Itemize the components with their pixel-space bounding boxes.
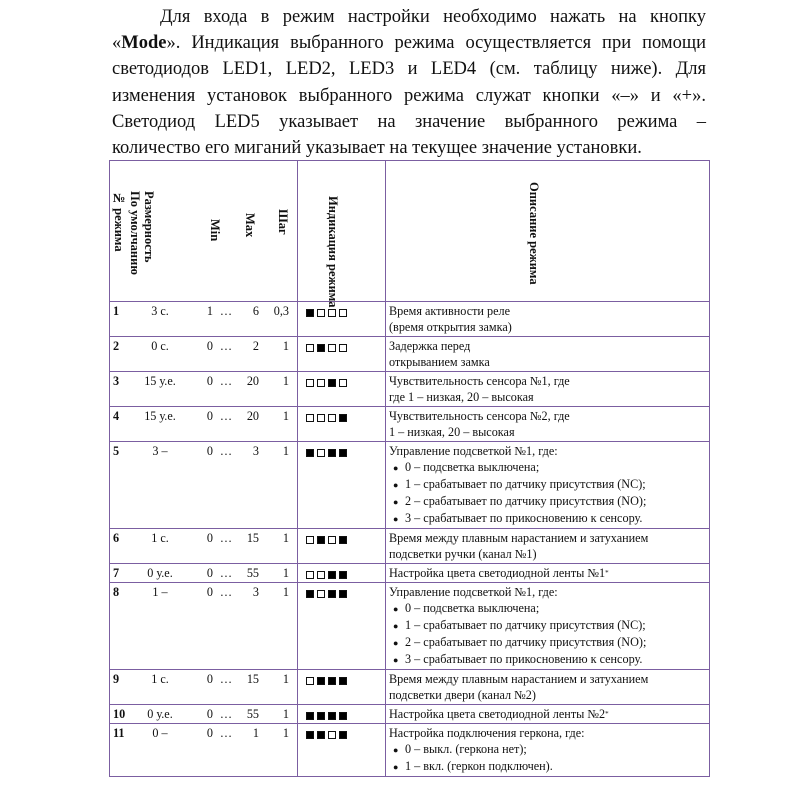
- led-on-icon: [317, 731, 325, 739]
- led-on-icon: [328, 712, 336, 720]
- led-on-icon: [306, 731, 314, 739]
- step-value: 1: [282, 531, 289, 545]
- bullet-text: 1 – срабатывает по датчику присутствия (NC);: [405, 477, 646, 491]
- mode-number: 1: [113, 304, 120, 318]
- bullet-item: [389, 634, 707, 651]
- led-on-icon: [339, 677, 347, 685]
- range-ellipsis: …: [219, 585, 233, 599]
- description-line: [389, 408, 707, 424]
- description-cell: [386, 529, 710, 564]
- bullet-item: [389, 741, 707, 758]
- table-row: [110, 670, 710, 705]
- intro-line-5: Светодиод LED5 указывает на значение выбранного режима –: [112, 111, 706, 132]
- led-on-icon: [306, 590, 314, 598]
- params-cell: [110, 705, 298, 724]
- description-cell: [386, 302, 710, 337]
- led-on-icon: [339, 571, 347, 579]
- bullet-text: 1 – срабатывает по датчику присутствия (NC);: [405, 618, 646, 632]
- description-line: [389, 671, 707, 687]
- footnote-mark: *: [605, 710, 609, 718]
- range-ellipsis: …: [219, 707, 233, 721]
- led-on-icon: [328, 677, 336, 685]
- description-cell: [386, 372, 710, 407]
- params-cell: [110, 337, 298, 372]
- min-value: 0: [206, 444, 213, 458]
- max-value: 55: [246, 707, 259, 721]
- header-dimension: Размерность: [142, 191, 156, 263]
- header-description: Описание режима: [527, 182, 541, 285]
- indication-cell: [298, 372, 386, 407]
- header-min: Min: [208, 219, 222, 242]
- step-value: 1: [282, 672, 289, 686]
- description-line: [389, 338, 707, 354]
- description-text: Настройка цвета светодиодной ленты №1: [389, 566, 606, 580]
- led-off-icon: [317, 449, 325, 457]
- min-value: 0: [206, 409, 213, 423]
- led-on-icon: [317, 712, 325, 720]
- bullet-text: 0 – подсветка выключена;: [405, 460, 540, 474]
- range-ellipsis: …: [219, 374, 233, 388]
- intro-paragraph: [112, 4, 706, 161]
- header-max: Max: [243, 213, 257, 238]
- table-row: [110, 337, 710, 372]
- mode-keyword: Mode: [121, 33, 167, 54]
- params-cell: [110, 442, 298, 529]
- description-text: Чувствительность сенсора №1, где: [389, 374, 570, 388]
- header-mode-number: № режима: [112, 191, 126, 252]
- header-step: Шаг: [276, 209, 290, 235]
- description-line: [389, 303, 707, 319]
- led-on-icon: [306, 712, 314, 720]
- description-line: [389, 530, 707, 546]
- bullet-icon: ●: [393, 497, 399, 507]
- max-value: 15: [246, 672, 259, 686]
- led-on-icon: [328, 379, 336, 387]
- description-text: Управление подсветкой №1, где:: [389, 444, 558, 458]
- description-line: [389, 565, 707, 581]
- table-row: [110, 302, 710, 337]
- indication-cell: [298, 302, 386, 337]
- indication-cell: [298, 407, 386, 442]
- default-value: 3 –: [152, 444, 168, 458]
- description-cell: [386, 670, 710, 705]
- default-value: 0 у.е.: [147, 566, 173, 580]
- step-value: 1: [282, 726, 289, 740]
- description-line: [389, 443, 707, 459]
- description-line: [389, 584, 707, 600]
- led-off-icon: [306, 414, 314, 422]
- led-on-icon: [339, 449, 347, 457]
- led-off-icon: [328, 414, 336, 422]
- params-cell: [110, 529, 298, 564]
- led-off-icon: [306, 677, 314, 685]
- bullet-text: 0 – подсветка выключена;: [405, 601, 540, 615]
- bullet-icon: ●: [393, 604, 399, 614]
- step-value: 1: [282, 339, 289, 353]
- params-cell: [110, 564, 298, 583]
- bullet-icon: ●: [393, 514, 399, 524]
- indication-cell: [298, 583, 386, 670]
- step-value: 1: [282, 566, 289, 580]
- mode-number: 2: [113, 339, 120, 353]
- max-value: 2: [252, 339, 259, 353]
- default-value: 1 с.: [151, 531, 169, 545]
- max-value: 3: [252, 444, 259, 458]
- step-value: 1: [282, 374, 289, 388]
- default-value: 0 с.: [151, 339, 169, 353]
- led-off-icon: [339, 344, 347, 352]
- max-value: 15: [246, 531, 259, 545]
- indication-cell: [298, 442, 386, 529]
- led-off-icon: [317, 379, 325, 387]
- mode-number: 5: [113, 444, 120, 458]
- bullet-item: [389, 510, 707, 527]
- step-value: 1: [282, 409, 289, 423]
- default-value: 1 –: [152, 585, 168, 599]
- table-row: [110, 442, 710, 529]
- default-value: 0 у.е.: [147, 707, 173, 721]
- led-on-icon: [339, 590, 347, 598]
- min-value: 0: [206, 726, 213, 740]
- footnote-mark: *: [605, 569, 609, 577]
- bullet-text: 1 – вкл. (геркон подключен).: [405, 759, 553, 773]
- led-off-icon: [306, 571, 314, 579]
- mode-number: 8: [113, 585, 120, 599]
- description-text: подсветки ручки (канал №1): [389, 547, 537, 561]
- table-header-row: [110, 161, 710, 302]
- led-off-icon: [317, 571, 325, 579]
- description-line: [389, 546, 707, 562]
- led-off-icon: [328, 536, 336, 544]
- max-value: 1: [252, 726, 259, 740]
- bullet-text: 3 – срабатывает по прикосновению к сенсору.: [405, 511, 643, 525]
- bullet-icon: ●: [393, 655, 399, 665]
- led-on-icon: [339, 712, 347, 720]
- bullet-text: 0 – выкл. (геркона нет);: [405, 742, 527, 756]
- led-off-icon: [306, 379, 314, 387]
- params-cell: [110, 372, 298, 407]
- bullet-text: 2 – срабатывает по датчику присутствия (NO);: [405, 635, 647, 649]
- description-cell: [386, 583, 710, 670]
- description-line: [389, 725, 707, 741]
- mode-number: 3: [113, 374, 120, 388]
- bullet-icon: ●: [393, 621, 399, 631]
- description-cell: [386, 564, 710, 583]
- description-text: Настройка цвета светодиодной ленты №2: [389, 707, 606, 721]
- bullet-icon: ●: [393, 463, 399, 473]
- params-cell: [110, 583, 298, 670]
- description-text: Время между плавным нарастанием и затуханием: [389, 672, 649, 686]
- bullet-icon: ●: [393, 745, 399, 755]
- bullet-item: [389, 600, 707, 617]
- led-on-icon: [306, 309, 314, 317]
- table-row: [110, 724, 710, 777]
- indication-cell: [298, 529, 386, 564]
- params-cell: [110, 724, 298, 777]
- indication-cell: [298, 564, 386, 583]
- led-off-icon: [306, 536, 314, 544]
- description-line: [389, 319, 707, 335]
- mode-number: 9: [113, 672, 120, 686]
- description-line: [389, 373, 707, 389]
- range-ellipsis: …: [219, 566, 233, 580]
- range-ellipsis: …: [219, 531, 233, 545]
- led-off-icon: [339, 309, 347, 317]
- led-off-icon: [339, 379, 347, 387]
- description-text: (время открытия замка): [389, 320, 512, 334]
- default-value: 3 с.: [151, 304, 169, 318]
- min-value: 0: [206, 374, 213, 388]
- min-value: 0: [206, 339, 213, 353]
- bullet-icon: ●: [393, 762, 399, 772]
- table-row: [110, 372, 710, 407]
- range-ellipsis: …: [219, 409, 233, 423]
- params-header: [110, 161, 298, 302]
- led-on-icon: [306, 449, 314, 457]
- led-on-icon: [339, 731, 347, 739]
- indication-header: [298, 161, 386, 308]
- bullet-item: [389, 459, 707, 476]
- min-value: 0: [206, 585, 213, 599]
- description-text: Время активности реле: [389, 304, 510, 318]
- mode-number: 6: [113, 531, 120, 545]
- led-off-icon: [317, 590, 325, 598]
- description-text: открыванием замка: [389, 355, 490, 369]
- step-value: 0,3: [273, 304, 289, 318]
- bullet-text: 2 – срабатывает по датчику присутствия (NO);: [405, 494, 647, 508]
- description-cell: [386, 724, 710, 777]
- default-value: 15 у.е.: [144, 409, 176, 423]
- description-text: Задержка перед: [389, 339, 471, 353]
- description-line: [389, 424, 707, 440]
- bullet-item: [389, 758, 707, 775]
- table-row: [110, 583, 710, 670]
- table-row: [110, 407, 710, 442]
- range-ellipsis: …: [219, 304, 233, 318]
- range-ellipsis: …: [219, 726, 233, 740]
- min-value: 1: [206, 304, 213, 318]
- bullet-item: [389, 476, 707, 493]
- step-value: 1: [282, 707, 289, 721]
- bullet-text: 3 – срабатывает по прикосновению к сенсору.: [405, 652, 643, 666]
- description-text: 1 – низкая, 20 – высокая: [389, 425, 515, 439]
- range-ellipsis: …: [219, 339, 233, 353]
- indication-cell: [298, 724, 386, 777]
- mode-number: 10: [113, 707, 126, 721]
- led-off-icon: [306, 344, 314, 352]
- indication-cell: [298, 670, 386, 705]
- led-on-icon: [328, 571, 336, 579]
- description-header: [386, 161, 710, 302]
- bullet-item: [389, 651, 707, 668]
- indication-cell: [298, 337, 386, 372]
- header-default: По умолчанию: [128, 191, 142, 275]
- bullet-icon: ●: [393, 638, 399, 648]
- led-on-icon: [328, 590, 336, 598]
- min-value: 0: [206, 531, 213, 545]
- min-value: 0: [206, 672, 213, 686]
- description-cell: [386, 407, 710, 442]
- table-row: [110, 529, 710, 564]
- params-cell: [110, 670, 298, 705]
- intro-line-3: светодиодов LED1, LED2, LED3 и LED4 (см. таблицу ниже). Для: [112, 59, 706, 80]
- bullet-icon: ●: [393, 480, 399, 490]
- mode-number: 7: [113, 566, 120, 580]
- led-off-icon: [328, 309, 336, 317]
- max-value: 20: [246, 374, 259, 388]
- params-cell: [110, 407, 298, 442]
- indication-cell: [298, 705, 386, 724]
- bullet-item: [389, 493, 707, 510]
- intro-line-2: «Mode». Индикация выбранного режима осуществляется при помощи: [112, 33, 706, 54]
- led-on-icon: [317, 536, 325, 544]
- intro-line-6: количество его миганий указывает на текущее значение установки.: [112, 138, 642, 159]
- table-row: [110, 705, 710, 724]
- led-on-icon: [317, 677, 325, 685]
- description-line: [389, 389, 707, 405]
- min-value: 0: [206, 707, 213, 721]
- led-off-icon: [328, 731, 336, 739]
- default-value: 15 у.е.: [144, 374, 176, 388]
- default-value: 1 с.: [151, 672, 169, 686]
- description-line: [389, 354, 707, 370]
- mode-number: 4: [113, 409, 120, 423]
- range-ellipsis: …: [219, 672, 233, 686]
- led-on-icon: [339, 536, 347, 544]
- header-indication: Индикация режима: [326, 196, 340, 308]
- bullet-item: [389, 617, 707, 634]
- default-value: 0 –: [152, 726, 168, 740]
- max-value: 6: [252, 304, 259, 318]
- description-cell: [386, 442, 710, 529]
- mode-number: 11: [113, 726, 125, 740]
- description-line: [389, 706, 707, 722]
- params-cell: [110, 302, 298, 337]
- max-value: 20: [246, 409, 259, 423]
- led-off-icon: [328, 344, 336, 352]
- modes-table: [109, 160, 710, 777]
- step-value: 1: [282, 444, 289, 458]
- intro-line-2-rest: ». Индикация выбранного режима осуществляется при помощи: [166, 33, 706, 54]
- max-value: 55: [246, 566, 259, 580]
- description-text: Время между плавным нарастанием и затуханием: [389, 531, 649, 545]
- description-text: Настройка подключения геркона, где:: [389, 726, 585, 740]
- description-cell: [386, 337, 710, 372]
- max-value: 3: [252, 585, 259, 599]
- led-on-icon: [328, 449, 336, 457]
- intro-line-4: изменения установок выбранного режима служат кнопки «–» и «+».: [112, 85, 706, 106]
- table-body: [110, 302, 710, 777]
- step-value: 1: [282, 585, 289, 599]
- led-on-icon: [339, 414, 347, 422]
- intro-line-1: Для входа в режим настройки необходимо нажать на кнопку: [160, 7, 706, 27]
- description-text: где 1 – низкая, 20 – высокая: [389, 390, 534, 404]
- table-row: [110, 564, 710, 583]
- description-cell: [386, 705, 710, 724]
- led-off-icon: [317, 309, 325, 317]
- led-off-icon: [317, 414, 325, 422]
- description-text: Чувствительность сенсора №2, где: [389, 409, 570, 423]
- description-text: Управление подсветкой №1, где:: [389, 585, 558, 599]
- min-value: 0: [206, 566, 213, 580]
- led-on-icon: [317, 344, 325, 352]
- range-ellipsis: …: [219, 444, 233, 458]
- description-text: подсветки двери (канал №2): [389, 688, 536, 702]
- description-line: [389, 687, 707, 703]
